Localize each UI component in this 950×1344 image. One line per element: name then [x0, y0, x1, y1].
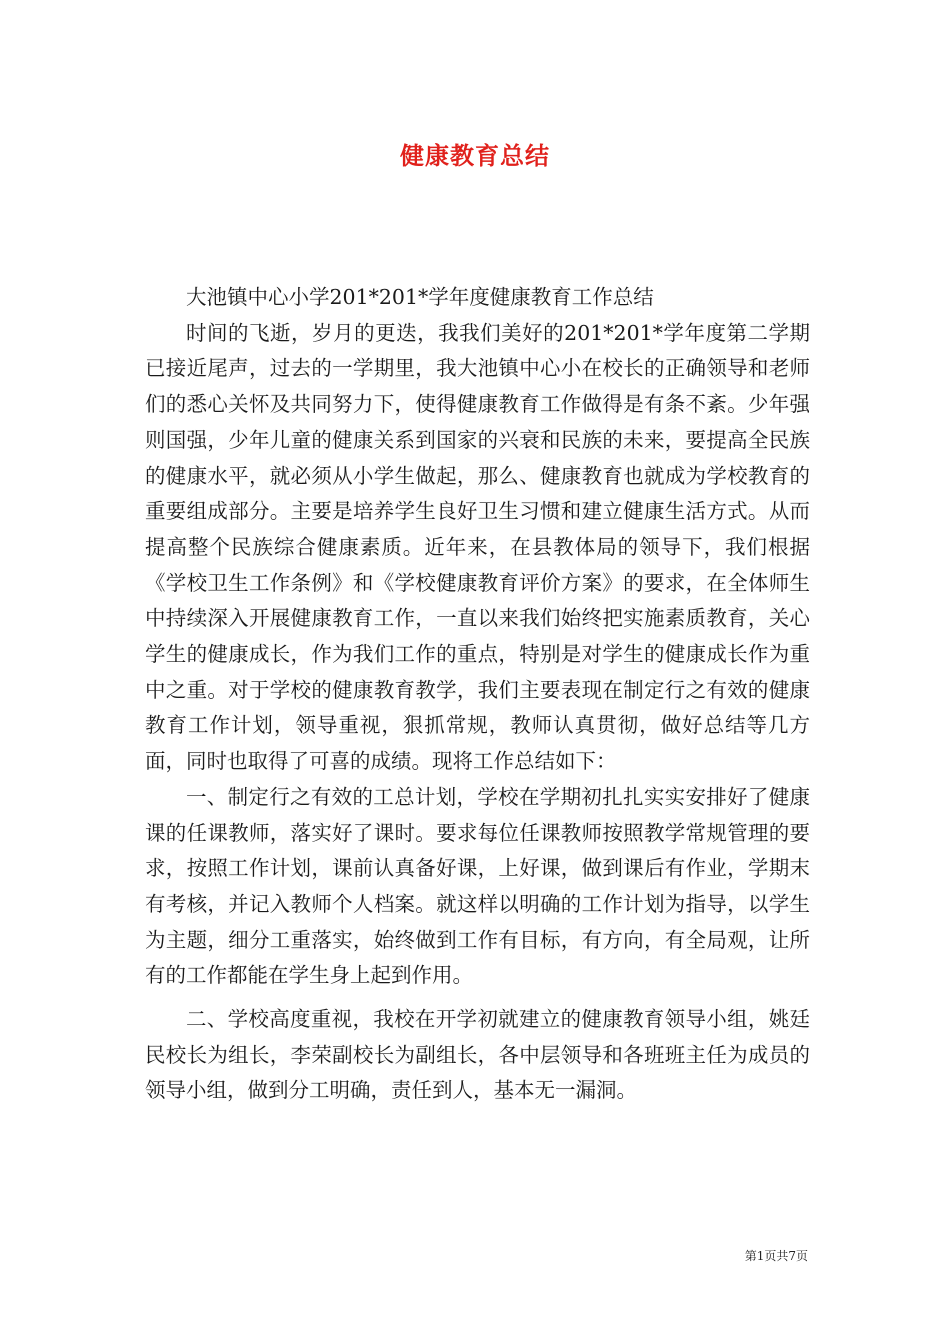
paragraph-intro: 时间的飞逝，岁月的更迭，我我们美好的201*201*学年度第二学期已接近尾声，过去的一学期里，我大池镇中心小在校长的正确领导和老师们的悉心关怀及共同努力下，使得健康教育工作做得是有条不紊。少年强则国强，少年儿童的健康关系到国家的兴衰和民族的未来，要提高全民族的健康水平，就必须从小学生做起，那么、健康教育也就成为学校教育的重要组成部分。主要是培养学生良好卫生习惯和建立健康生活方式。从而提高整个民族综合健康素质。近年来，在县教体局的领导下，我们根据《学校卫生工作条例》和《学校健康教育评价方案》的要求，在全体师生中持续深入开展健康教育工作，一直以来我们始终把实施素质教育，关心学生的健康成长，作为我们工作的重点，特别是对学生的健康成长作为重中之重。对于学校的健康教育教学，我们主要表现在制定行之有效的健康教育工作计划，领导重视，狠抓常规，教师认真贯彻，做好总结等几方面，同时也取得了可喜的成绩。现将工作总结如下：: [145, 320, 810, 774]
paragraph-section-2: 二、学校高度重视，我校在开学初就建立的健康教育领导小组，姚廷民校长为组长，李荣副校长为副组长，各中层领导和各班班主任为成员的领导小组，做到分工明确，责任到人，基本无一漏洞。: [145, 1007, 810, 1103]
paragraph-subtitle: 大池镇中心小学201*201*学年度健康教育工作总结: [186, 285, 654, 309]
document-body: [145, 280, 810, 1109]
page-number: 第1页共7页: [744, 1249, 808, 1263]
paragraph-section-1: 一、制定行之有效的工总计划，学校在学期初扎扎实实安排好了健康课的任课教师，落实好了课时。要求每位任课教师按照教学常规管理的要求，按照工作计划，课前认真备好课，上好课，做到课后有作业，学期末有考核，并记入教师个人档案。就这样以明确的工作计划为指导，以学生为主题，细分工重落实，始终做到工作有目标，有方向，有全局观，让所有的工作都能在学生身上起到作用。: [145, 784, 810, 988]
document-title: 健康教育总结: [400, 142, 550, 170]
